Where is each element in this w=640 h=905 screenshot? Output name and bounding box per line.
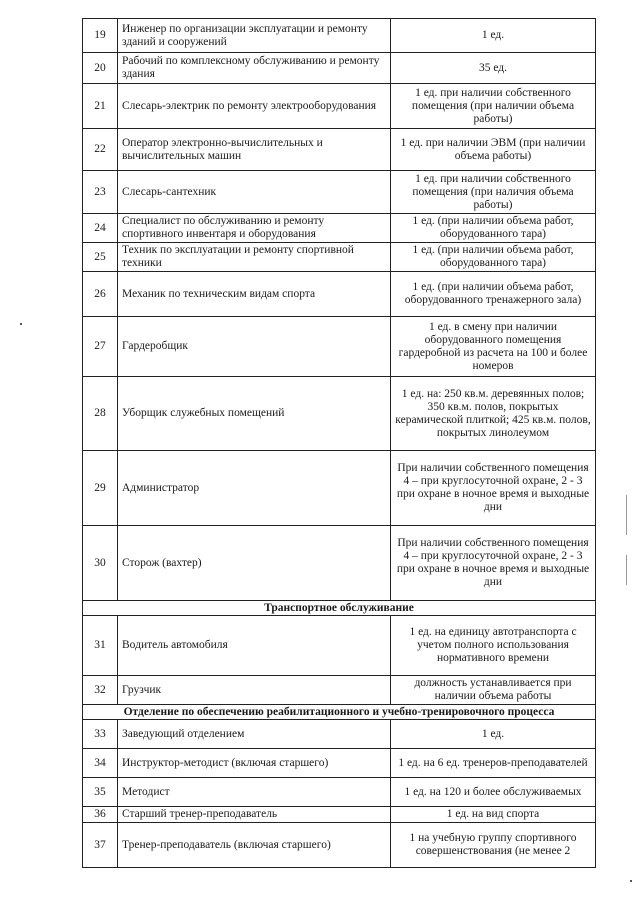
table-row — [83, 214, 596, 243]
table-row — [83, 676, 596, 705]
section-header-rehab — [83, 705, 596, 720]
table-row — [83, 451, 596, 526]
scan-artifact — [630, 880, 632, 882]
position-cell: Гардеробщик — [118, 317, 391, 377]
norm-cell: 1 ед. — [391, 19, 596, 53]
position-cell: Водитель автомобиля — [118, 616, 391, 676]
row-number: 37 — [83, 823, 118, 868]
row-number: 34 — [83, 749, 118, 778]
table-row — [83, 807, 596, 823]
norm-cell: 1 ед. (при наличии объема работ, оборудованного тара) — [391, 243, 596, 272]
row-number: 25 — [83, 243, 118, 272]
position-cell: Грузчик — [118, 676, 391, 705]
norm-cell: 35 ед. — [391, 53, 596, 84]
table-row — [83, 129, 596, 171]
table-row — [83, 720, 596, 749]
row-number: 29 — [83, 451, 118, 526]
table-row — [83, 377, 596, 451]
norm-cell: 1 ед. (при наличии объема работ, оборудованного тренажерного зала) — [391, 272, 596, 317]
position-cell: Слесарь-электрик по ремонту электрооборудования — [118, 84, 391, 129]
position-cell: Тренер-преподаватель (включая старшего) — [118, 823, 391, 868]
table-row — [83, 84, 596, 129]
norm-cell: 1 ед. на: 250 кв.м. деревянных полов; 350 кв.м. полов, покрытых керамической плиткой; 425 кв.м. полов, покрытых линолеумом — [391, 377, 596, 451]
position-cell: Уборщик служебных помещений — [118, 377, 391, 451]
table-row — [83, 171, 596, 214]
norm-cell: 1 ед. (при наличии объема работ, оборудованного тара) — [391, 214, 596, 243]
section-title: Отделение по обеспечению реабилитационного и учебно-тренировочного процесса — [83, 705, 596, 720]
position-cell: Методист — [118, 778, 391, 807]
table-row — [83, 19, 596, 53]
table-row — [83, 272, 596, 317]
norm-cell: должность устанавливается при наличии объема работы — [391, 676, 596, 705]
norm-cell: При наличии собственного помещения 4 – при круглосуточной охране, 2 - 3 при охране в ночное время и выходные дни — [391, 451, 596, 526]
norm-cell: 1 на учебную группу спортивного совершенствования (не менее 2 — [391, 823, 596, 868]
row-number: 36 — [83, 807, 118, 823]
norm-cell: 1 ед. при наличии собственного помещения (при наличии объема работы) — [391, 84, 596, 129]
row-number: 30 — [83, 526, 118, 601]
row-number: 27 — [83, 317, 118, 377]
table-row — [83, 53, 596, 84]
row-number: 32 — [83, 676, 118, 705]
position-cell: Администратор — [118, 451, 391, 526]
table-row — [83, 749, 596, 778]
row-number: 23 — [83, 171, 118, 214]
position-cell: Заведующий отделением — [118, 720, 391, 749]
row-number: 31 — [83, 616, 118, 676]
position-cell: Старший тренер-преподаватель — [118, 807, 391, 823]
scan-artifact — [626, 555, 627, 585]
row-number: 35 — [83, 778, 118, 807]
position-cell: Слесарь-сантехник — [118, 171, 391, 214]
position-cell: Специалист по обслуживанию и ремонту спортивного инвентаря и оборудования — [118, 214, 391, 243]
position-cell: Сторож (вахтер) — [118, 526, 391, 601]
norm-cell: При наличии собственного помещения 4 – при круглосуточной охране, 2 - 3 при охране в ночное время и выходные дни — [391, 526, 596, 601]
table-row — [83, 317, 596, 377]
position-cell: Рабочий по комплексному обслуживанию и ремонту здания — [118, 53, 391, 84]
staffing-norms-table — [82, 18, 596, 868]
row-number: 20 — [83, 53, 118, 84]
row-number: 22 — [83, 129, 118, 171]
scan-artifact — [20, 323, 22, 325]
norm-cell: 1 ед. на единицу автотранспорта с учетом полного использования нормативного времени — [391, 616, 596, 676]
row-number: 24 — [83, 214, 118, 243]
table-row — [83, 616, 596, 676]
row-number: 19 — [83, 19, 118, 53]
norm-cell: 1 ед. на 6 ед. тренеров-преподавателей — [391, 749, 596, 778]
section-header-transport — [83, 601, 596, 616]
position-cell: Инженер по организации эксплуатации и ремонту зданий и сооружений — [118, 19, 391, 53]
scan-artifact — [626, 495, 627, 535]
position-cell: Механик по техническим видам спорта — [118, 272, 391, 317]
row-number: 33 — [83, 720, 118, 749]
row-number: 21 — [83, 84, 118, 129]
position-cell: Оператор электронно-вычислительных и вычислительных машин — [118, 129, 391, 171]
table-row — [83, 243, 596, 272]
norm-cell: 1 ед. на вид спорта — [391, 807, 596, 823]
section-title: Транспортное обслуживание — [83, 601, 596, 616]
norm-cell: 1 ед. при наличии ЭВМ (при наличии объема работы) — [391, 129, 596, 171]
position-cell: Инструктор-методист (включая старшего) — [118, 749, 391, 778]
norm-cell: 1 ед. на 120 и более обслуживаемых — [391, 778, 596, 807]
position-cell: Техник по эксплуатации и ремонту спортивной техники — [118, 243, 391, 272]
table-row — [83, 823, 596, 868]
norm-cell: 1 ед. — [391, 720, 596, 749]
table-row — [83, 526, 596, 601]
norm-cell: 1 ед. при наличии собственного помещения (при наличия объема работы) — [391, 171, 596, 214]
table-row — [83, 778, 596, 807]
row-number: 28 — [83, 377, 118, 451]
norm-cell: 1 ед. в смену при наличии оборудованного помещения гардеробной из расчета на 100 и более номеров — [391, 317, 596, 377]
row-number: 26 — [83, 272, 118, 317]
